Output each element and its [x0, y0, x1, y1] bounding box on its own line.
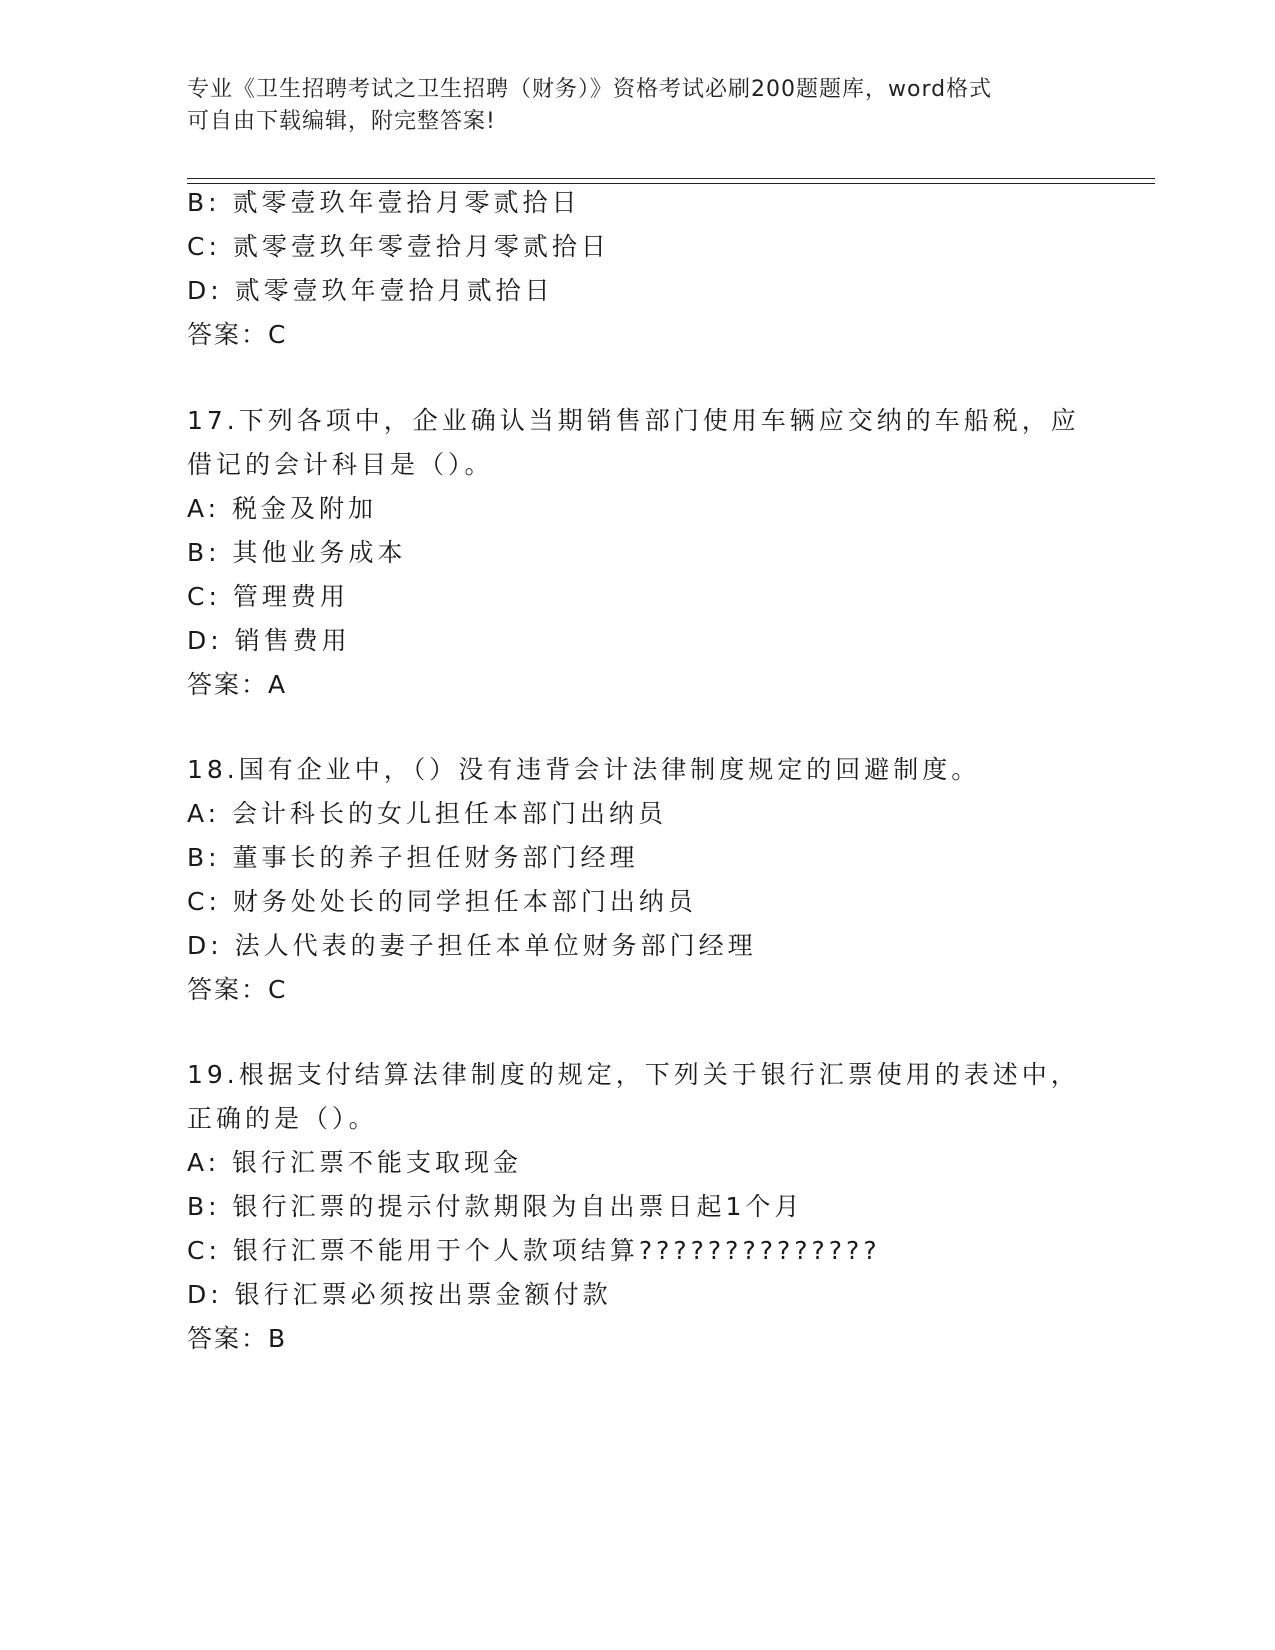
question-18-option-b: B: 董事长的养子担任财务部门经理	[187, 843, 639, 872]
document-header	[187, 74, 1087, 138]
question-17-stem-line-1: 17.下列各项中，企业确认当期销售部门使用车辆应交纳的车船税，应	[187, 406, 1080, 435]
question-18-stem-line-1: 18.国有企业中，（）没有违背会计法律制度规定的回避制度。	[187, 755, 981, 784]
question-19-option-b: B: 银行汇票的提示付款期限为自出票日起1个月	[187, 1192, 804, 1221]
question-19-option-d: D: 银行汇票必须按出票金额付款	[187, 1280, 612, 1309]
question-17-stem-line-2: 借记的会计科目是（）。	[187, 450, 494, 479]
carryover-option-b: B: 贰零壹玖年壹拾月零贰拾日	[187, 188, 581, 217]
question-18-option-a: A: 会计科长的女儿担任本部门出纳员	[187, 799, 668, 828]
carryover-option-d: D: 贰零壹玖年壹拾月贰拾日	[187, 276, 554, 305]
header-divider-bottom	[187, 183, 1155, 184]
question-18-option-d: D: 法人代表的妻子担任本单位财务部门经理	[187, 931, 757, 960]
question-17-option-a: A: 税金及附加	[187, 494, 378, 523]
question-19-option-a: A: 银行汇票不能支取现金	[187, 1148, 523, 1177]
header-line-1: 专业《卫生招聘考试之卫生招聘（财务）》资格考试必刷200题题库，word格式	[187, 77, 993, 102]
question-17-option-c: C: 管理费用	[187, 582, 349, 611]
question-17-option-d: D: 销售费用	[187, 626, 351, 655]
question-19-stem-line-1: 19.根据支付结算法律制度的规定，下列关于银行汇票使用的表述中，	[187, 1060, 1080, 1089]
header-divider-top	[187, 178, 1155, 179]
question-19-answer: 答案：B	[187, 1324, 288, 1353]
carryover-option-c: C: 贰零壹玖年零壹拾月零贰拾日	[187, 232, 610, 261]
question-17-answer: 答案：A	[187, 670, 288, 699]
question-19-stem-line-2: 正确的是（）。	[187, 1104, 378, 1133]
question-18-answer: 答案：C	[187, 975, 288, 1004]
question-18-option-c: C: 财务处处长的同学担任本部门出纳员	[187, 887, 697, 916]
question-19-option-c: C: 银行汇票不能用于个人款项结算??????????????	[187, 1236, 881, 1265]
header-line-2: 可自由下载编辑，附完整答案!	[187, 109, 496, 134]
question-17-option-b: B: 其他业务成本	[187, 538, 407, 567]
carryover-answer: 答案：C	[187, 320, 288, 349]
